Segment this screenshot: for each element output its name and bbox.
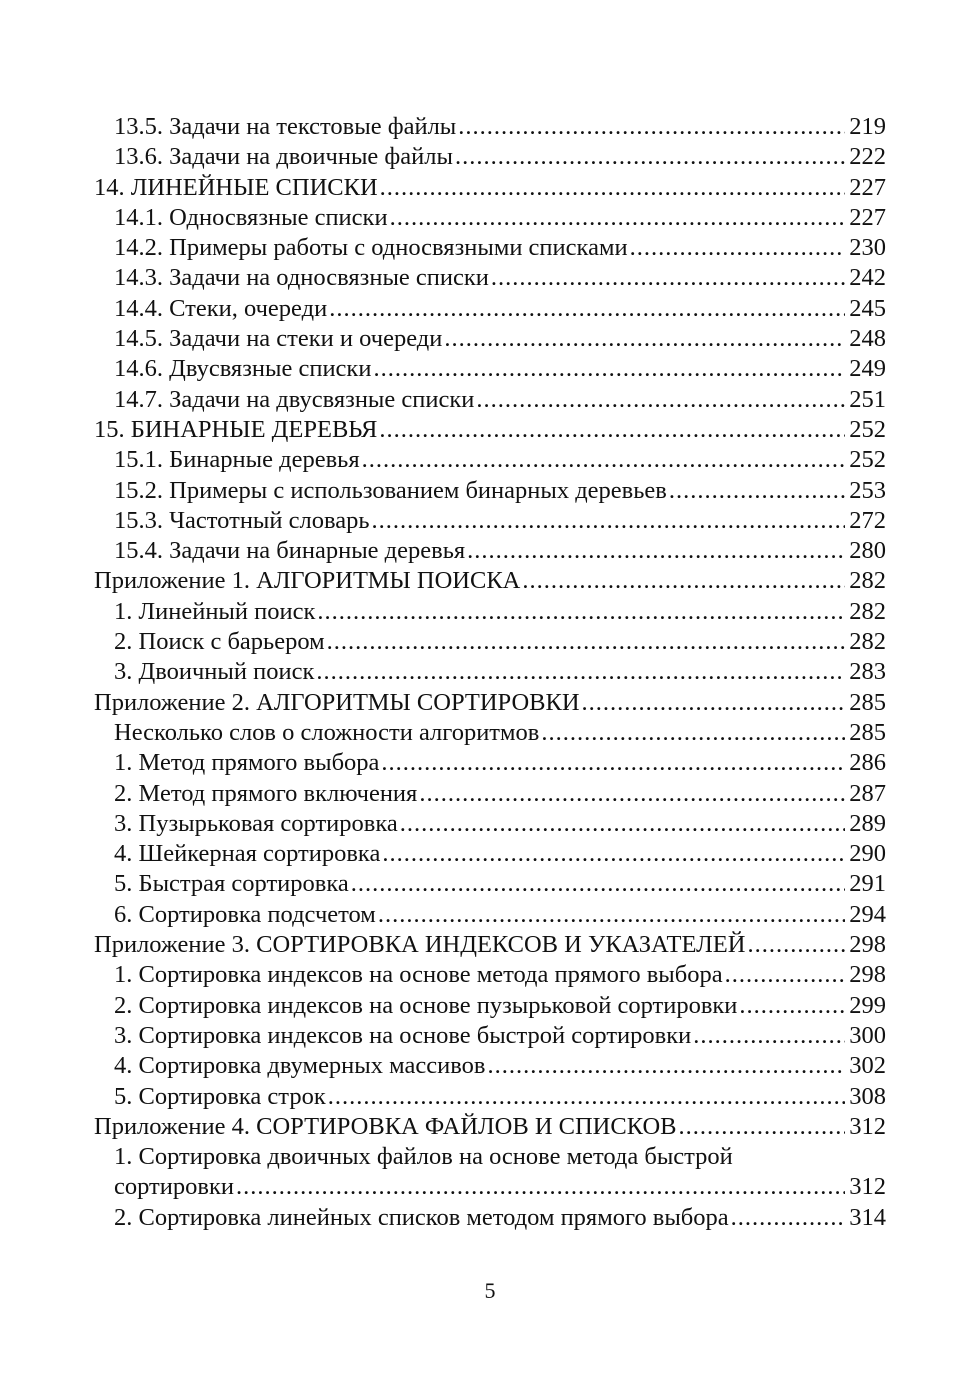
toc-entry-page: 230 [849,234,886,262]
toc-entry-page: 289 [849,809,886,837]
dot-leader [362,445,846,475]
toc-entry-title: 13.5. Задачи на текстовые файлы [114,113,457,140]
dot-leader [522,566,845,596]
toc-chapter-page: 312 [849,1112,886,1140]
toc-entry-page: 219 [849,113,886,140]
toc-entry-page: 287 [849,779,886,807]
dot-leader [725,960,846,990]
toc-entry[interactable] [94,657,886,687]
toc-entry-page: 294 [849,900,886,928]
dot-leader [487,1051,845,1081]
dot-leader [693,1021,845,1051]
toc-entry[interactable] [94,112,886,142]
toc-entry-title: 14.7. Задачи на двусвязные списки [114,385,475,413]
dot-leader [419,779,845,809]
toc-entry[interactable] [94,839,886,869]
toc-entry-page: 280 [849,537,886,565]
toc-entry[interactable] [94,779,886,809]
toc-entry-page: 302 [849,1052,886,1080]
toc-entry-page: 227 [849,203,886,231]
toc-chapter[interactable] [94,415,886,445]
toc-entry[interactable] [94,597,886,627]
toc-entry-title: 3. Двоичный поиск [114,658,315,686]
toc-chapter-page: 252 [849,415,886,443]
toc-entry-page: 252 [849,446,886,474]
table-of-contents [94,112,886,1233]
toc-entry-page: 251 [849,385,886,413]
toc-entry-page: 222 [849,143,886,171]
toc-entry[interactable] [94,869,886,899]
toc-entry[interactable] [94,900,886,930]
toc-entry-page: 300 [849,1021,886,1049]
dot-leader [381,748,845,778]
dot-leader [458,112,845,142]
toc-entry[interactable] [94,748,886,778]
dot-leader [379,415,845,445]
toc-entry[interactable] [94,354,886,384]
toc-entry[interactable] [94,1082,886,1112]
dot-leader [444,324,845,354]
dot-leader [373,354,845,384]
toc-entry[interactable] [94,536,886,566]
toc-entry-title: 15.3. Частотный словарь [114,506,370,534]
toc-entry-title: 14.5. Задачи на стеки и очереди [114,325,443,353]
dot-leader [541,718,845,748]
toc-entry-page: 285 [849,718,886,746]
toc-chapter[interactable] [94,566,886,596]
toc-entry-title-line1[interactable]: 1. Сортировка двоичных файлов на основе метода быстрой [114,1143,733,1171]
toc-entry-title: 1. Метод прямого выбора [114,749,380,777]
dot-leader [236,1172,845,1202]
dot-leader [372,506,846,536]
toc-entry[interactable] [94,1051,886,1081]
toc-entry[interactable] [94,1172,886,1202]
toc-entry-page: 282 [849,597,886,625]
toc-entry-page: 253 [849,476,886,504]
dot-leader [747,930,845,960]
toc-entry[interactable] [94,445,886,475]
toc-entry-title: 2. Сортировка индексов на основе пузырьковой сортировки [114,991,738,1019]
toc-entry-title: 15.4. Задачи на бинарные деревья [114,537,466,565]
dot-leader [329,294,845,324]
toc-entry-page: 291 [849,870,886,898]
toc-entry[interactable] [94,1021,886,1051]
toc-entry[interactable] [94,142,886,172]
toc-entry[interactable] [94,718,886,748]
toc-chapter[interactable] [94,688,886,718]
toc-entry[interactable] [94,324,886,354]
toc-entry-title: 14.4. Стеки, очереди [114,294,328,322]
toc-chapter-title: Приложение 2. АЛГОРИТМЫ СОРТИРОВКИ [94,688,580,716]
toc-entry-page: 299 [849,991,886,1019]
toc-chapter-page: 298 [849,931,886,959]
toc-entry[interactable] [94,263,886,293]
dot-leader [400,809,845,839]
toc-entry-page: 308 [849,1082,886,1110]
dot-leader [739,991,845,1021]
toc-chapter-title: Приложение 1. АЛГОРИТМЫ ПОИСКА [94,567,521,595]
toc-entry-title: 14.3. Задачи на односвязные списки [114,264,489,292]
toc-entry-page: 248 [849,325,886,353]
toc-entry-title: 3. Пузырьковая сортировка [114,809,398,837]
toc-chapter[interactable] [94,930,886,960]
dot-leader [328,1082,846,1112]
toc-entry-title: 5. Быстрая сортировка [114,870,349,898]
toc-chapter-page: 285 [849,688,886,716]
toc-entry[interactable] [94,627,886,657]
toc-chapter-page: 227 [849,173,886,201]
dot-leader [669,476,845,506]
toc-entry-title: 6. Сортировка подсчетом [114,900,376,928]
toc-chapter[interactable] [94,173,886,203]
toc-entry-title: 3. Сортировка индексов на основе быстрой сортировки [114,1021,692,1049]
toc-entry-page: 314 [849,1203,886,1231]
toc-entry-page: 245 [849,294,886,322]
toc-entry-title: 15.2. Примеры с использованием бинарных деревьев [114,476,667,504]
dot-leader [378,900,845,930]
toc-entry-title: 4. Шейкерная сортировка [114,840,381,868]
dot-leader [351,869,845,899]
toc-entry-page: 312 [849,1173,886,1201]
toc-entry[interactable] [94,385,886,415]
toc-chapter-title: 14. ЛИНЕЙНЫЕ СПИСКИ [94,173,378,201]
toc-entry-title: 5. Сортировка строк [114,1082,326,1110]
dot-leader [380,173,846,203]
toc-chapter[interactable] [94,1112,886,1142]
toc-entry-title-line2: сортировки [114,1173,234,1201]
dot-leader [317,597,845,627]
toc-entry[interactable] [94,233,886,263]
dot-leader [390,203,846,233]
dot-leader [476,385,845,415]
dot-leader [582,688,846,718]
dot-leader [491,263,845,293]
dot-leader [327,627,846,657]
dot-leader [679,1112,846,1142]
toc-entry[interactable] [94,203,886,233]
toc-entry-page: 242 [849,264,886,292]
toc-entry-page: 290 [849,840,886,868]
toc-entry-title: 1. Сортировка индексов на основе метода прямого выбора [114,961,723,989]
toc-entry-title: 13.6. Задачи на двоичные файлы [114,143,453,171]
dot-leader [731,1203,846,1233]
toc-entry-title: Несколько слов о сложности алгоритмов [114,718,540,746]
toc-entry-page: 298 [849,961,886,989]
toc-chapter-page: 282 [849,567,886,595]
toc-entry-page: 272 [849,506,886,534]
toc-entry[interactable] [94,476,886,506]
toc-entry-title: 15.1. Бинарные деревья [114,446,360,474]
toc-entry[interactable] [94,1203,886,1233]
toc-chapter-title: Приложение 3. СОРТИРОВКА ИНДЕКСОВ И УКАЗАТЕЛЕЙ [94,931,746,959]
toc-entry-title: 14.1. Односвязные списки [114,203,388,231]
toc-entry-page: 286 [849,749,886,777]
toc-chapter-title: Приложение 4. СОРТИРОВКА ФАЙЛОВ И СПИСКОВ [94,1112,677,1140]
toc-entry-page: 283 [849,658,886,686]
toc-entry-title: 14.2. Примеры работы с односвязными списками [114,234,628,262]
toc-entry[interactable] [94,991,886,1021]
toc-entry-title: 1. Линейный поиск [114,597,316,625]
toc-entry-title: 2. Сортировка линейных списков методом прямого выбора [114,1203,729,1231]
toc-entry[interactable] [94,506,886,536]
toc-entry[interactable] [94,960,886,990]
toc-entry-page: 282 [849,628,886,656]
toc-chapter-title: 15. БИНАРНЫЕ ДЕРЕВЬЯ [94,415,378,443]
toc-entry-page: 249 [849,355,886,383]
toc-entry-title: 4. Сортировка двумерных массивов [114,1052,486,1080]
dot-leader [630,233,846,263]
toc-entry-title: 2. Метод прямого включения [114,779,418,807]
toc-entry-title: 14.6. Двусвязные списки [114,355,372,383]
page-number: 5 [484,1278,496,1303]
toc-entry[interactable] [94,809,886,839]
dot-leader [316,657,845,687]
dot-leader [382,839,845,869]
dot-leader [467,536,845,566]
dot-leader [455,142,845,172]
toc-entry-title: 2. Поиск с барьером [114,628,325,656]
toc-entry[interactable] [94,294,886,324]
